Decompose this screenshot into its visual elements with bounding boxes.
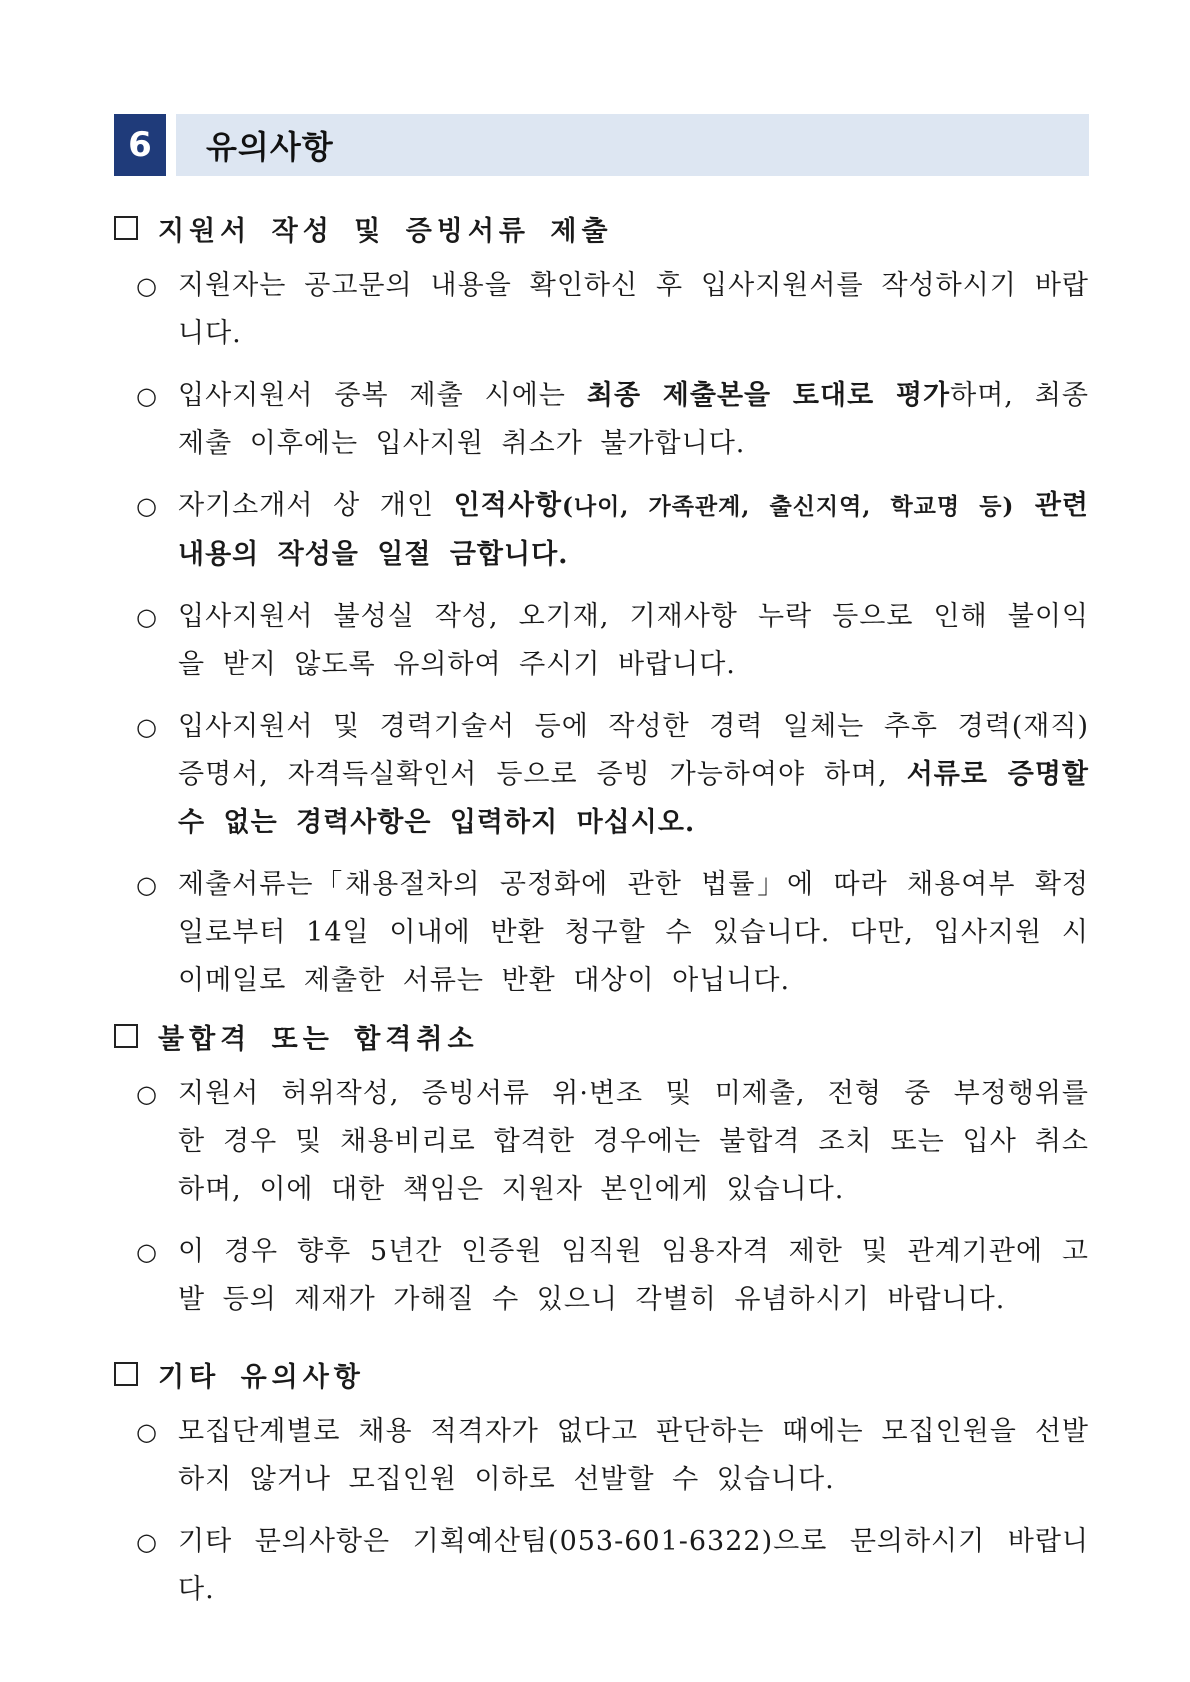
item-text (178, 372, 1089, 468)
list-item (114, 1408, 1089, 1504)
circle-bullet-icon: ○ (136, 382, 157, 410)
list-item (114, 1228, 1089, 1324)
item-text: 제출서류는「채용절차의 공정화에 관한 법률」에 따라 채용여부 확정일로부터 14일 이내에 반환 청구할 수 있습니다. 다만, 입사지원 시 이메일로 제출한 서류는 반환 대상이 아닙니다. (178, 869, 1089, 996)
section-application (114, 208, 1089, 1005)
list-item (114, 861, 1089, 1005)
item-text (178, 482, 1089, 579)
item-text-pre: 입사지원서 및 경력기술서 등에 작성한 경력 일체는 추후 경력(재직)증명서, 자격득실확인서 등으로 증빙 가능하여야 하며, (178, 711, 1089, 790)
section-title-bar (176, 114, 1089, 176)
section-heading-text: 지원서 작성 및 증빙서류 제출 (158, 215, 613, 247)
list-item (114, 1518, 1089, 1614)
section-heading-text: 불합격 또는 합격취소 (158, 1023, 479, 1055)
item-text-pre: 자기소개서 상 개인 (178, 490, 454, 521)
list-item (114, 372, 1089, 468)
list-item (114, 593, 1089, 689)
list-item (114, 1070, 1089, 1214)
section-heading-text: 기타 유의사항 (158, 1361, 365, 1393)
item-text: 입사지원서 불성실 작성, 오기재, 기재사항 누락 등으로 인해 불이익을 받지 않도록 유의하여 주시기 바랍니다. (178, 601, 1089, 680)
item-text-pre: 입사지원서 중복 제출 시에는 (178, 380, 587, 411)
circle-bullet-icon: ○ (136, 272, 157, 300)
list-item (114, 262, 1089, 358)
circle-bullet-icon: ○ (136, 492, 157, 520)
section-heading (114, 1016, 1089, 1056)
circle-bullet-icon: ○ (136, 1080, 157, 1108)
item-text: 이 경우 향후 5년간 인증원 임직원 임용자격 제한 및 관계기관에 고발 등의 제재가 가해질 수 있으니 각별히 유념하시기 바랍니다. (178, 1236, 1089, 1315)
list-item (114, 482, 1089, 579)
item-text: 지원자는 공고문의 내용을 확인하신 후 입사지원서를 작성하시기 바랍니다. (178, 270, 1089, 349)
circle-bullet-icon: ○ (136, 871, 157, 899)
item-text-bold: 서류로 증명할 수 없는 경력사항은 입력하지 마십시오. (178, 759, 1089, 838)
item-text-small: (나이, 가족관계, 출신지역, 학교명 등) (562, 493, 1015, 520)
item-text: 지원서 허위작성, 증빙서류 위·변조 및 미제출, 전형 중 부정행위를 한 경우 및 채용비리로 합격한 경우에는 불합격 조치 또는 입사 취소하며, 이에 대한 책임은 지원자 본인에게 있습니다. (178, 1078, 1089, 1205)
item-text-post: 하며, 최종 제출 이후에는 입사지원 취소가 불가합니다. (178, 380, 1089, 459)
section-number-badge: 6 (114, 114, 166, 176)
item-text-bold: 인적사항 (453, 490, 563, 521)
circle-bullet-icon: ○ (136, 1418, 157, 1446)
item-text (178, 703, 1089, 847)
item-text-bold: 관련 내용의 작성을 일절 금합니다. (178, 490, 1089, 570)
section-disqualification (114, 1016, 1089, 1324)
section-heading (114, 208, 1089, 248)
section-other-notes (114, 1354, 1089, 1614)
checkbox-square-icon (114, 216, 138, 240)
section-header (114, 114, 1089, 176)
item-text-bold: 최종 제출본을 토대로 평가 (586, 380, 951, 411)
section-title: 유의사항 (206, 128, 334, 166)
item-text: 기타 문의사항은 기획예산팀(053-601-6322)으로 문의하시기 바랍니다. (178, 1526, 1089, 1605)
list-item (114, 703, 1089, 847)
item-text: 모집단계별로 채용 적격자가 없다고 판단하는 때에는 모집인원을 선발하지 않거나 모집인원 이하로 선발할 수 있습니다. (178, 1416, 1089, 1495)
circle-bullet-icon: ○ (136, 1238, 157, 1266)
circle-bullet-icon: ○ (136, 1528, 157, 1556)
section-heading (114, 1354, 1089, 1394)
checkbox-square-icon (114, 1362, 138, 1386)
circle-bullet-icon: ○ (136, 603, 157, 631)
circle-bullet-icon: ○ (136, 713, 157, 741)
checkbox-square-icon (114, 1024, 138, 1048)
